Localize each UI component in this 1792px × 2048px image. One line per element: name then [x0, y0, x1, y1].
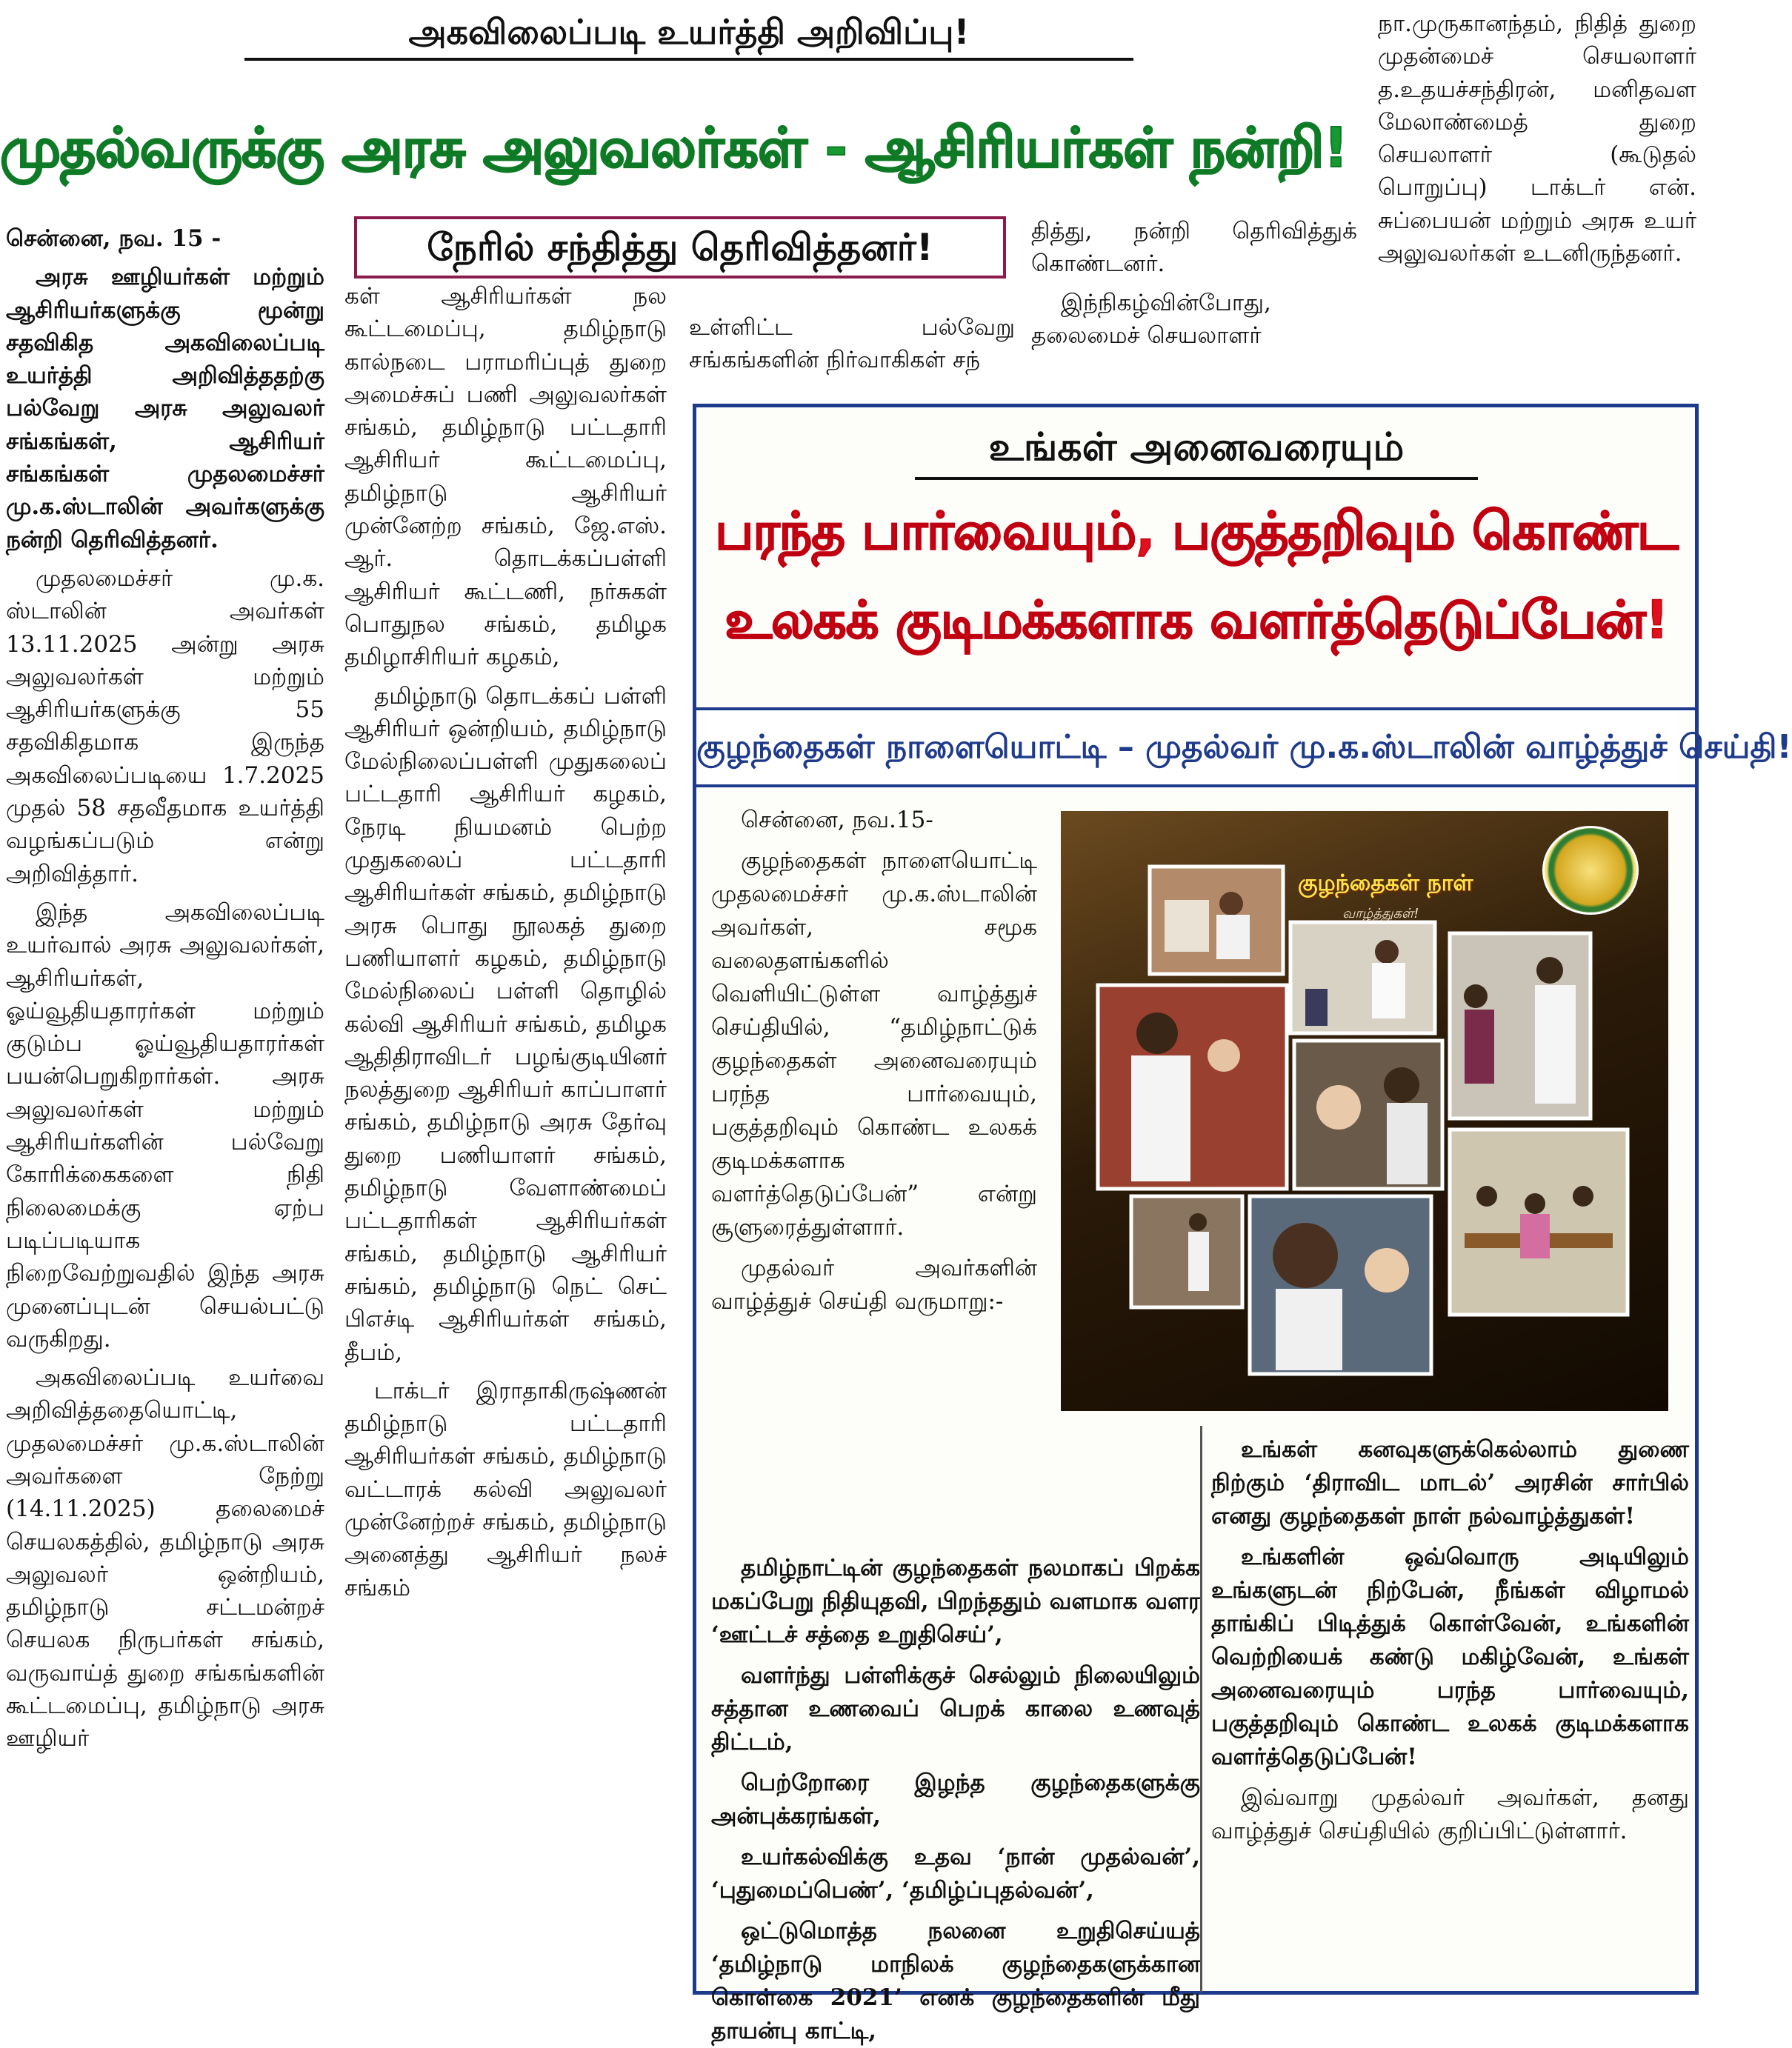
feature-paragraph: உங்களின் ஒவ்வொரு அடியிலும் உங்களுடன் நிற்பேன், நீங்கள் விழாமல் தாங்கிப் பிடித்துக் கொள்வேன், உங்களின் வெற்றியைக் கண்டு மகிழ்வேன், உங்கள் அனைவரையும் பரந்த பார்வையும், பகுத்தறிவும் கொண்ட உலகக் குடிமக்களாக வளர்த்தெடுப்பேன்!: [1211, 1544, 1689, 1770]
feature-paragraph: உங்கள் கனவுகளுக்கெல்லாம் துணை நிற்கும் ‘திராவிட மாடல்’ அரசின் சார்பில் எனது குழந்தைகள் நாள் நல்வாழ்த்துகள்!: [1211, 1436, 1689, 1530]
feature-dateline: சென்னை, நவ.15-: [741, 807, 933, 833]
feature-strap-box: [696, 707, 1792, 787]
photo-children-eating: [1131, 1196, 1242, 1307]
feature-paragraph: குழந்தைகள் நாளையொட்டி முதலமைச்சர் மு.க.ஸ்டாலின் அவர்கள், சமூக வலைதளங்களில் வெளியிட்டுள்ள வாழ்த்துச் செய்தியில், “தமிழ்நாட்டுக் குழந்தைகள் அனைவரையும் பரந்த பார்வையும், பகுத்தறிவும் கொண்ட உலகக் குடிமக்களாக வளர்த்தெடுப்பேன்” என்று சூளுரைத்துள்ளார்.: [711, 847, 1037, 1241]
article-paragraph: இந்நிகழ்வின்போது, தலைமைச் செயலாளர்: [1031, 289, 1271, 349]
feature-strapline: குழந்தைகள் நாளையொட்டி – முதல்வர் மு.க.ஸ்டாலின் வாழ்த்துச் செய்தி!: [696, 728, 1792, 766]
feature-box: [693, 404, 1792, 2044]
feature-paragraph: வளர்ந்து பள்ளிக்குச் செல்லும் நிலையிலும் சத்தான உணவைப் பெறக் காலை உணவுத் திட்டம்,: [711, 1662, 1200, 1755]
article-paragraph: தமிழ்நாடு தொடக்கப் பள்ளி ஆசிரியர் ஒன்றியம், தமிழ்நாடு மேல்நிலைப்பள்ளி முதுகலைப் பட்டதாரி ஆசிரியர் கழகம், நேரடி நியமனம் பெற்ற முதுகலைப் பட்டதாரி ஆசிரியர்கள் சங்கம், தமிழ்நாடு அரசு பொது நூலகத் துறை பணியாளர் கழகம், தமிழ்நாடு மேல்நிலைப் பள்ளி தொழில் கல்வி ஆசிரியர் சங்கம், தமிழக ஆதிதிராவிடர் பழங்குடியினர் நலத்துறை ஆசிரியர் காப்பாளர் சங்கம், தமிழ்நாடு அரசு தேர்வு துறை பணியாளர் சங்கம், தமிழ்நாடு வேளாண்மைப் பட்டதாரிகள் ஆசிரியர்கள் சங்கம், தமிழ்நாடு ஆசிரியர் சங்கம், தமிழ்நாடு நெட் செட் பிஎச்டி ஆசிரியர்கள் சங்கம், தீபம்,: [344, 682, 667, 1366]
article-column-3: [689, 311, 1015, 393]
feature-headline-line-1: பரந்த பார்வையும், பகுத்தறிவும் கொண்ட: [715, 501, 1678, 561]
kicker-underline: [244, 58, 1133, 61]
feature-column-1: [711, 804, 1037, 1544]
photo-collage: [1061, 811, 1668, 1411]
photo-children-meal: [1150, 867, 1283, 974]
feature-headline-line-2: உலகக் குடிமக்களாக வளர்த்தெடுப்பேன்!: [725, 590, 1668, 650]
article-paragraph: நா.முருகானந்தம், நிதித் துறை முதன்மைச் செயலாளர் த.உதயச்சந்திரன், மனிதவள மேலாண்மைத் துறை செயலாளர் (கூடுதல் பொறுப்பு) டாக்டர் என். சுப்பையன் மற்றும் அரசு உயர் அலுவலர்கள் உடனிருந்தனர்.: [1378, 10, 1696, 267]
article-column-1: [6, 222, 324, 1996]
photo-cm-holding-baby: [1098, 985, 1287, 1189]
feature-paragraph: ஒட்டுமொத்த நலனை உறுதிசெய்யத் ‘தமிழ்நாடு மாநிலக் குழந்தைகளுக்கான கொள்கை 2021’ எனக் குழந்தைகளின் மீது தாயன்பு காட்டி,: [711, 1918, 1200, 2044]
article-paragraph: டாக்டர் இராதாகிருஷ்ணன் தமிழ்நாடு பட்டதாரி ஆசிரியர்கள் சங்கம், தமிழ்நாடு வட்டாரக் கல்வி அலுவலர் முன்னேற்றச் சங்கம், தமிழ்நாடு அனைத்து ஆசிரியர் நலச் சங்கம்: [344, 1377, 667, 1601]
article-paragraph: அரசு ஊழியர்கள் மற்றும் ஆசிரியர்களுக்கு மூன்று சதவிகித அகவிலைப்படி உயர்த்தி அறிவித்ததற்கு பல்வேறு அரசு அலுவலர் சங்கங்கள், ஆசிரியர் சங்கங்கள் முதலமைச்சர் மு.க.ஸ்டாலின் அவர்களுக்கு நன்றி தெரிவித்தனர்.: [6, 264, 324, 553]
main-headline: முதல்வருக்கு அரசு அலுவலர்கள் - ஆசிரியர்கள் நன்றி!: [0, 116, 1348, 180]
article-column-5: [1378, 7, 1696, 370]
collage-subtitle: வாழ்த்துகள்!: [1342, 906, 1419, 921]
feature-paragraph: பெற்றோரை இழந்த குழந்தைகளுக்கு அன்புக்கரங்கள்,: [711, 1770, 1200, 1829]
photo-cm-with-child: [1450, 933, 1591, 1118]
collage-title: குழந்தைகள் நாள்: [1298, 870, 1473, 896]
subheadline-box: [354, 216, 1006, 278]
feature-paragraph: முதல்வர் அவர்களின் வாழ்த்துச் செய்தி வருமாறு:-: [711, 1255, 1037, 1315]
feature-paragraph: தமிழ்நாட்டின் குழந்தைகள் நலமாகப் பிறக்க மகப்பேறு நிதியுதவி, பிறந்ததும் வளமாக வளர ‘ஊட்டச் சத்தை உறுதிசெய்’,: [711, 1555, 1200, 1648]
article-column-4: [1031, 215, 1357, 370]
tamil-nadu-emblem-icon: [1542, 826, 1639, 915]
subheadline: நேரில் சந்தித்து தெரிவித்தனர்!: [427, 226, 933, 269]
feature-kicker-underline: [915, 477, 1478, 480]
photo-child-playing: [1290, 922, 1435, 1033]
article-paragraph: தித்து, நன்றி தெரிவித்துக் கொண்டனர்.: [1031, 218, 1357, 278]
article-column-2: [344, 280, 667, 1996]
photo-classroom: [1450, 1130, 1628, 1315]
feature-column-2: [711, 1552, 1200, 2044]
feature-paragraph: இவ்வாறு முதல்வர் அவர்கள், தனது வாழ்த்துச் செய்தியில் குறிப்பிட்டுள்ளார்.: [1211, 1784, 1689, 1844]
article-paragraph: உள்ளிட்ட பல்வேறு சங்கங்களின் நிர்வாகிகள் சந்: [689, 314, 1015, 374]
article-paragraph: அகவிலைப்படி உயர்வை அறிவித்ததையொட்டி, முதலமைச்சர் மு.க.ஸ்டாலின் அவர்களை நேற்று (14.11.2025) தலைமைச் செயலகத்தில், தமிழ்நாடு அரசு அலுவலர் ஒன்றியம், தமிழ்நாடு சட்டமன்றச் செயலக நிருபர்கள் சங்கம், வருவாய்த் துறை சங்கங்களின் கூட்டமைப்பு, தமிழ்நாடு அரசு ஊழியர்: [6, 1364, 324, 1752]
feature-kicker: உங்கள் அனைவரையும்: [988, 425, 1405, 470]
kicker-headline: அகவிலைப்படி உயர்த்தி அறிவிப்பு!: [408, 12, 970, 52]
column-divider: [1200, 1426, 1202, 1992]
photo-baby-portrait: [1294, 1041, 1442, 1189]
photo-cm-with-baby-closeup: [1250, 1196, 1431, 1374]
dateline: சென்னை, நவ. 15 -: [6, 225, 221, 252]
feature-paragraph: உயர்கல்விக்கு உதவ ‘நான் முதல்வன்’, ‘புதுமைப்பெண்’, ‘தமிழ்ப்புதல்வன்’,: [711, 1844, 1200, 1904]
article-paragraph: முதலமைச்சர் மு.க. ஸ்டாலின் அவர்கள் 13.11.2025 அன்று அரசு அலுவலர்கள் மற்றும் ஆசிரியர்களுக்கு 55 சதவிகிதமாக இருந்த அகவிலைப்படியை 1.7.2025 முதல் 58 சதவீதமாக உயர்த்தி வழங்கப்படும் என்று அறிவித்தார்.: [6, 564, 324, 887]
article-paragraph: கள் ஆசிரியர்கள் நல கூட்டமைப்பு, தமிழ்நாடு கால்நடை பராமரிப்புத் துறை அமைச்சுப் பணி அலுவலர்கள் சங்கம், தமிழ்நாடு பட்டதாரி ஆசிரியர் கூட்டமைப்பு, தமிழ்நாடு ஆசிரியர் முன்னேற்ற சங்கம், ஜே.எஸ். ஆர். தொடக்கப்பள்ளி ஆசிரியர் கூட்டணி, நர்சுகள் பொதுநல சங்கம், தமிழக தமிழாசிரியர் கழகம்,: [344, 283, 667, 671]
feature-column-3: [1211, 1433, 1689, 1996]
article-paragraph: இந்த அகவிலைப்படி உயர்வால் அரசு அலுவலர்கள், ஆசிரியர்கள், ஓய்வூதியதாரர்கள் மற்றும் குடும்ப ஓய்வூதியதாரர்கள் பயன்பெறுகிறார்கள். அரசு அலுவலர்கள் மற்றும் ஆசிரியர்களின் பல்வேறு கோரிக்கைகளை நிதி நிலைமைக்கு ஏற்ப படிப்படியாக நிறைவேற்றுவதில் இந்த அரசு முனைப்புடன் செயல்பட்டு வருகிறது.: [6, 898, 324, 1352]
